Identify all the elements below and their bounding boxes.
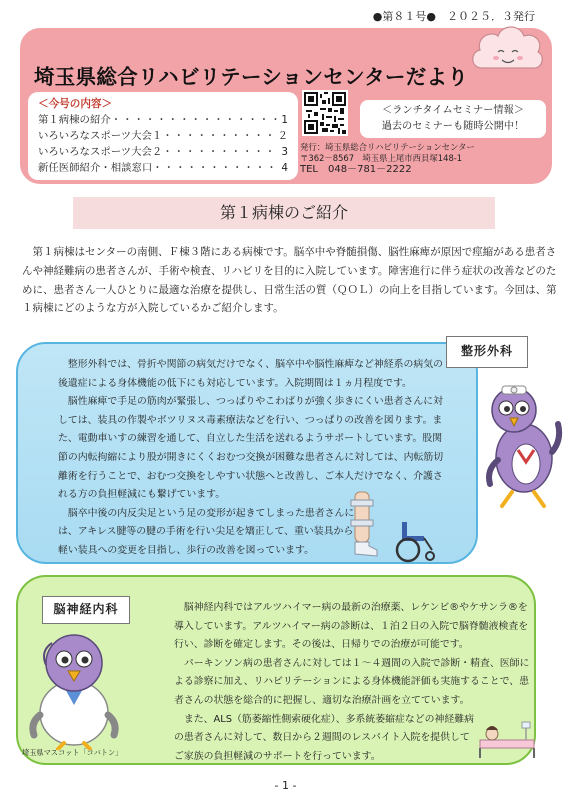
toc-item[interactable]: いろいろなスポーツ大会１ ・・・・・・・・・・・・・・・・・・・・・・・・・・・・・・・・ ２ — [38, 128, 288, 144]
newsletter-header — [20, 28, 552, 184]
issue-number: ●第８１号● ２０２５．３発行 — [372, 10, 535, 23]
paragraph: 脳性麻痺で手足の筋肉が緊張し、つっぱりやこわばりが強く歩きにくい患者さんに対しては、装具の作製やボツリヌス毒素療法などを行い、つっぱりの改善を図ります。また、電動車いすの練習を通して、自立した生活を送れるようサポートしています。股関節の内転拘縮により股が開きにくくおむつ交換が困難な患者さんに対しては、内転筋切離術を行うことで、おむつ交換をしやすい状態へと改善し、ご本人だけでなく、介護される方の負担軽減にも繋げています。 — [58, 396, 444, 501]
paragraph: また、ALS（筋萎縮性側索硬化症）、多系統萎縮症などの神経難病の患者さんに対して、数日から２週間のレスパイト入院を提供してご家族の負担軽減のサポートを行っています。 — [174, 713, 474, 762]
hospital-bed-icon — [476, 720, 538, 760]
mascot-kobaton-icon — [24, 625, 124, 750]
paragraph: 脳神経内科ではアルツハイマー病の最新の治療薬、レケンビ®やケサンラ®を導入しています。アルツハイマー病の診断は、１泊２日の入院で脳脊髄液検査を行い、診断を確定します。その後は、日帰りでの治療が可能です。 — [174, 602, 529, 651]
page-number: - 1 - — [274, 779, 297, 792]
leg-brace-icon — [345, 490, 381, 562]
toc-heading: ＜今号の内容＞ — [38, 98, 113, 110]
section-title: 第１病棟のご紹介 — [73, 197, 495, 229]
phone-number: TEL 048－781－2222 — [300, 164, 412, 175]
qr-code-icon[interactable] — [302, 90, 348, 136]
table-of-contents — [28, 92, 298, 180]
mascot-caption: 埼玉県マスコット「コバトン」 — [22, 748, 123, 757]
publisher-info: 発行：埼玉県総合リハビリテーションセンター 〒362－8567 埼玉県上尾市西貝塚148-1 TEL 048－781－2222 — [300, 142, 475, 175]
paragraph: 脳卒中後の内反尖足という足の変形が起きてしまった患者さんには、アキレス腱等の腱の手術を行い尖足を矯正して、重い装具から軽い装具への変更を目指し、歩行の改善を図っています。 — [58, 507, 355, 556]
paragraph: パーキンソン病の患者さんに対しては１～４週間の入院で診断・精査、医師による診察に加え、リハビリテーションによる身体機能評価も実施することで、患者さんの状態を総合的に把握し、適切な治療計画を立てています。 — [174, 657, 530, 706]
cloud-face-icon — [468, 20, 546, 86]
toc-item[interactable]: 第１病棟の紹介 ・・・・・・・・・・・・・・・・・・・・・・・・・・・・・・・・ 1 — [38, 112, 288, 128]
orthopedics-tag: 整形外科 — [446, 336, 528, 368]
seminar-text: 過去のセミナーも随時公開中！ — [381, 121, 525, 132]
toc-item[interactable]: いろいろなスポーツ大会２ ・・・・・・・・・・・・・・・・・・・・・・・・・・・・・・・・ 3 — [38, 144, 288, 160]
seminar-info-box[interactable] — [360, 100, 546, 138]
paragraph: 整形外科では、骨折や関節の病気だけでなく、脳卒中や脳性麻痺など神経系の病気の後遺症による身体機能の低下にも対応しています。入院期間は１ヵ月程度です。 — [58, 359, 443, 389]
seminar-heading: ＜ランチタイムセミナー情報＞ — [382, 105, 524, 116]
wheelchair-icon — [388, 518, 438, 564]
intro-paragraph: 第１病棟はセンターの南側、Ｆ棟３階にある病棟です。脳卒中や脊髄損傷、脳性麻痺が原因で痙縮がある患者さんや神経難病の患者さんが、手術や検査、リハビリを目的に入院しています。障害進行に伴う症状の改善などのために、患者さん一人ひとりに最適な治療を提供し、日常生活の質（ＱＯＬ）の向上を目指しています。今回は、第１病棟にどのような方が入院しているかご紹介します。 — [22, 246, 557, 315]
neurology-tag: 脳神経内科 — [42, 596, 130, 624]
toc-item[interactable]: 新任医師紹介・相談窓口 ・・・・・・・・・・・・・・・・・・・・・・・・・・・・・・・・ 4 — [38, 160, 288, 176]
mascot-doctor-icon — [478, 380, 563, 510]
newsletter-title: 埼玉県総合リハビリテーションセンターだより — [34, 65, 469, 89]
